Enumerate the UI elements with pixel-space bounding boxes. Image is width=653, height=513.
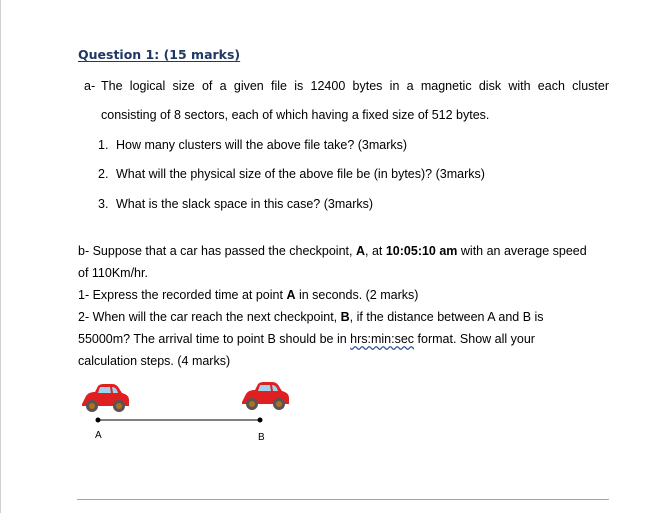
checkpoint-a-dot [96, 418, 101, 423]
part-a-label: a- [84, 79, 96, 93]
part-b-line-6: calculation steps. (4 marks) [78, 354, 231, 368]
list-item-number: 2. [98, 167, 109, 181]
list-item-number: 1. [98, 138, 109, 152]
car-a-icon [82, 384, 129, 412]
part-b-line-5: 55000m? The arrival time to point B should be in hrs:min:sec format. Show all your [78, 332, 535, 346]
part-b-line-3: 1- Express the recorded time at point A in seconds. (2 marks) [78, 288, 419, 302]
car-checkpoint-diagram [70, 378, 310, 448]
car-b-icon [242, 382, 289, 410]
list-item-number: 3. [98, 197, 109, 211]
footer-divider [77, 499, 609, 500]
list-item-text: How many clusters will the above file take? (3marks) [116, 138, 408, 152]
checkpoint-b-label: B [258, 432, 265, 443]
part-b-line-1: b- Suppose that a car has passed the checkpoint, A, at 10:05:10 am with an average speed [78, 244, 587, 258]
list-item-text: What is the slack space in this case? (3marks) [116, 197, 374, 211]
part-a-line-2: consisting of 8 sectors, each of which having a fixed size of 512 bytes. [101, 108, 490, 122]
page-margin-line [0, 0, 1, 513]
question-title: Question 1: (15 marks) [78, 47, 241, 62]
checkpoint-b-dot [258, 418, 263, 423]
checkpoint-a-label: A [95, 430, 102, 441]
part-b-line-4: 2- When will the car reach the next checkpoint, B, if the distance between A and B is [78, 310, 544, 324]
part-a-line-1: The logical size of a given file is 12400 bytes in a magnetic disk with each cluster [101, 79, 609, 93]
part-b-line-2: of 110Km/hr. [78, 266, 148, 280]
list-item-text: What will the physical size of the above file be (in bytes)? (3marks) [116, 167, 485, 181]
